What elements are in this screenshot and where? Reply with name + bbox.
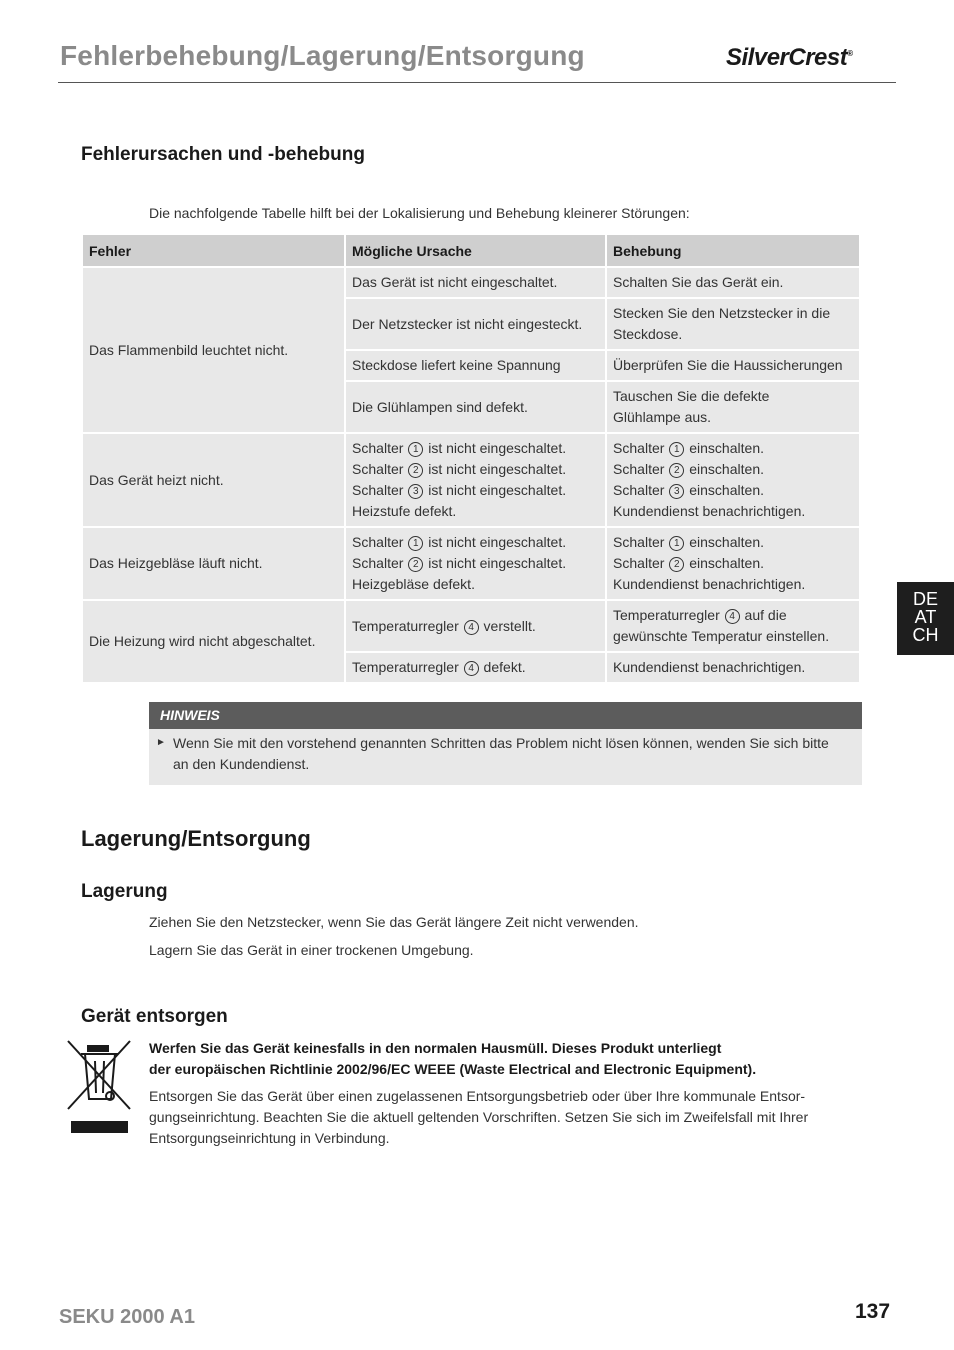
- language-code: CH: [912, 625, 939, 645]
- fault-cell: Die Heizung wird nicht abgeschaltet.: [82, 600, 345, 683]
- circled-number: 3: [408, 484, 423, 499]
- cell-line: Schalter 2 einschalten.: [613, 555, 765, 571]
- cell-line: Die Glühlampen sind defekt.: [352, 398, 528, 415]
- note-header-bar: [149, 702, 862, 729]
- remedy-cell: [606, 298, 860, 350]
- cell-line: Schalter 2 ist nicht eingeschaltet.: [352, 461, 567, 477]
- remedy-cell: [606, 267, 860, 298]
- note-title: HINWEIS: [160, 707, 220, 723]
- cell-line: Tauschen Sie die defekte: [613, 388, 770, 404]
- cell-line: Temperaturregler 4 verstellt.: [352, 617, 536, 634]
- header-rule: [58, 82, 896, 83]
- section-heading-storage-disposal: Lagerung/Entsorgung: [81, 826, 311, 851]
- cell-line: Überprüfen Sie die Haussicherungen: [613, 357, 843, 373]
- table-body: [82, 267, 860, 683]
- bullet-arrow-icon: ►: [156, 737, 166, 748]
- remedy-cell: [606, 350, 860, 381]
- fault-cell: Das Gerät heizt nicht.: [82, 433, 345, 527]
- cell-line: Schalter 3 einschalten.: [613, 482, 765, 498]
- cell-line: Glühlampe aus.: [613, 409, 712, 425]
- column-header: Behebung: [606, 234, 860, 267]
- note-text: Wenn Sie mit den vorstehend genannten Schritten das Problem nicht lösen können, wenden Sie sich bitte an den Kundendienst.: [173, 735, 829, 772]
- circled-number: 1: [669, 536, 684, 551]
- disposal-paragraph-line: gungseinrichtung. Beachten Sie die aktuell geltenden Vorschriften. Setzen Sie sich im Zweifelsfall mit Ihrer: [149, 1109, 809, 1125]
- cause-cell: [345, 350, 606, 381]
- language-code: DE: [912, 589, 938, 609]
- cell-line: Schalter 1 ist nicht eingeschaltet.: [352, 440, 567, 456]
- table-intro: Die nachfolgende Tabelle hilft bei der Lokalisierung und Behebung kleinerer Störungen:: [149, 205, 690, 221]
- disposal-warning-line: Werfen Sie das Gerät keinesfalls in den normalen Hausmüll. Dieses Produkt unterliegt: [149, 1040, 722, 1056]
- column-header: Mögliche Ursache: [345, 234, 606, 267]
- remedy-cell: [606, 381, 860, 433]
- cell-line: Steckdose.: [613, 326, 683, 342]
- fault-cell: Das Flammenbild leuchtet nicht.: [82, 267, 345, 433]
- brand-logo: SilverCrest®: [726, 44, 853, 71]
- cell-line: Schalter 3 ist nicht eingeschaltet.: [352, 482, 567, 498]
- cell-line: Heizstufe defekt.: [352, 503, 457, 519]
- cell-line: Kundendienst benachrichtigen.: [613, 659, 806, 675]
- cell-line: Das Gerät ist nicht eingeschaltet.: [352, 274, 558, 290]
- subheading-disposal: Gerät entsorgen: [81, 1006, 228, 1027]
- disposal-paragraph: [149, 1086, 808, 1149]
- column-header: Fehler: [82, 234, 345, 267]
- crossed-out-wheelie-bin-icon: [66, 1039, 132, 1135]
- circled-number: 4: [725, 609, 740, 624]
- circled-number: 2: [408, 557, 423, 572]
- table-header-row: [82, 234, 860, 267]
- circled-number: 2: [669, 463, 684, 478]
- section-heading-troubleshooting: Fehlerursachen und -behebung: [81, 144, 365, 165]
- cause-cell: [345, 267, 606, 298]
- cell-line: Steckdose liefert keine Spannung: [352, 357, 561, 373]
- cause-cell: [345, 433, 606, 527]
- cell-line: Temperaturregler 4 defekt.: [352, 659, 526, 675]
- cause-cell: [345, 527, 606, 600]
- disposal-warning: [149, 1038, 756, 1080]
- language-tab: [897, 582, 954, 655]
- language-code: AT: [914, 607, 937, 627]
- cause-cell: [345, 652, 606, 683]
- cause-cell: [345, 381, 606, 433]
- brand-name: SilverCrest: [726, 44, 848, 71]
- remedy-cell: [606, 600, 860, 652]
- disposal-paragraph-line: Entsorgen Sie das Gerät über einen zugelassenen Entsorgungsbetrieb oder über Ihre kommunale Entsor-: [149, 1088, 806, 1104]
- circled-number: 2: [669, 557, 684, 572]
- cell-line: Heizgebläse defekt.: [352, 576, 475, 592]
- cause-cell: [345, 298, 606, 350]
- page-number: 137: [855, 1300, 891, 1323]
- cell-line: Kundendienst benachrichtigen.: [613, 503, 806, 519]
- cell-line: Schalter 1 einschalten.: [613, 534, 765, 550]
- cell-line: Stecken Sie den Netzstecker in die: [613, 305, 831, 321]
- fault-cell: Das Heizgebläse läuft nicht.: [82, 527, 345, 600]
- circled-number: 3: [669, 484, 684, 499]
- page-title: Fehlerbehebung/Lagerung/Entsorgung: [60, 40, 585, 71]
- circled-number: 1: [669, 442, 684, 457]
- table-row: [82, 527, 860, 600]
- cell-line: Der Netzstecker ist nicht eingesteckt.: [352, 315, 583, 332]
- remedy-cell: [606, 652, 860, 683]
- cell-line: Schalten Sie das Gerät ein.: [613, 274, 784, 290]
- disposal-paragraph-line: Entsorgungseinrichtung in Verbindung.: [149, 1130, 390, 1146]
- cell-line: Schalter 1 ist nicht eingeschaltet.: [352, 534, 567, 550]
- footer-model: SEKU 2000 A1: [59, 1306, 195, 1328]
- table-row: [82, 600, 860, 652]
- circled-number: 1: [408, 442, 423, 457]
- storage-paragraph-2: Lagern Sie das Gerät in einer trockenen Umgebung.: [149, 942, 474, 958]
- remedy-cell: [606, 433, 860, 527]
- subheading-storage: Lagerung: [81, 881, 168, 902]
- circled-number: 1: [408, 536, 423, 551]
- circled-number: 4: [464, 620, 479, 635]
- cause-cell: [345, 600, 606, 652]
- cell-line: Schalter 2 einschalten.: [613, 461, 765, 477]
- circled-number: 4: [464, 661, 479, 676]
- cell-line: Temperaturregler 4 auf die: [613, 607, 787, 623]
- disposal-warning-line: der europäischen Richtlinie 2002/96/EC WEEE (Waste Electrical and Electronic Equipment).: [149, 1061, 757, 1077]
- circled-number: 2: [408, 463, 423, 478]
- cell-line: Schalter 2 ist nicht eingeschaltet.: [352, 555, 567, 571]
- table-row: [82, 267, 860, 298]
- table-row: [82, 433, 860, 527]
- cell-line: Schalter 1 einschalten.: [613, 440, 765, 456]
- remedy-cell: [606, 527, 860, 600]
- troubleshooting-table: [81, 233, 861, 684]
- cell-line: Kundendienst benachrichtigen.: [613, 576, 806, 592]
- cell-line: gewünschte Temperatur einstellen.: [613, 628, 830, 644]
- storage-paragraph-1: Ziehen Sie den Netzstecker, wenn Sie das Gerät längere Zeit nicht verwenden.: [149, 914, 639, 930]
